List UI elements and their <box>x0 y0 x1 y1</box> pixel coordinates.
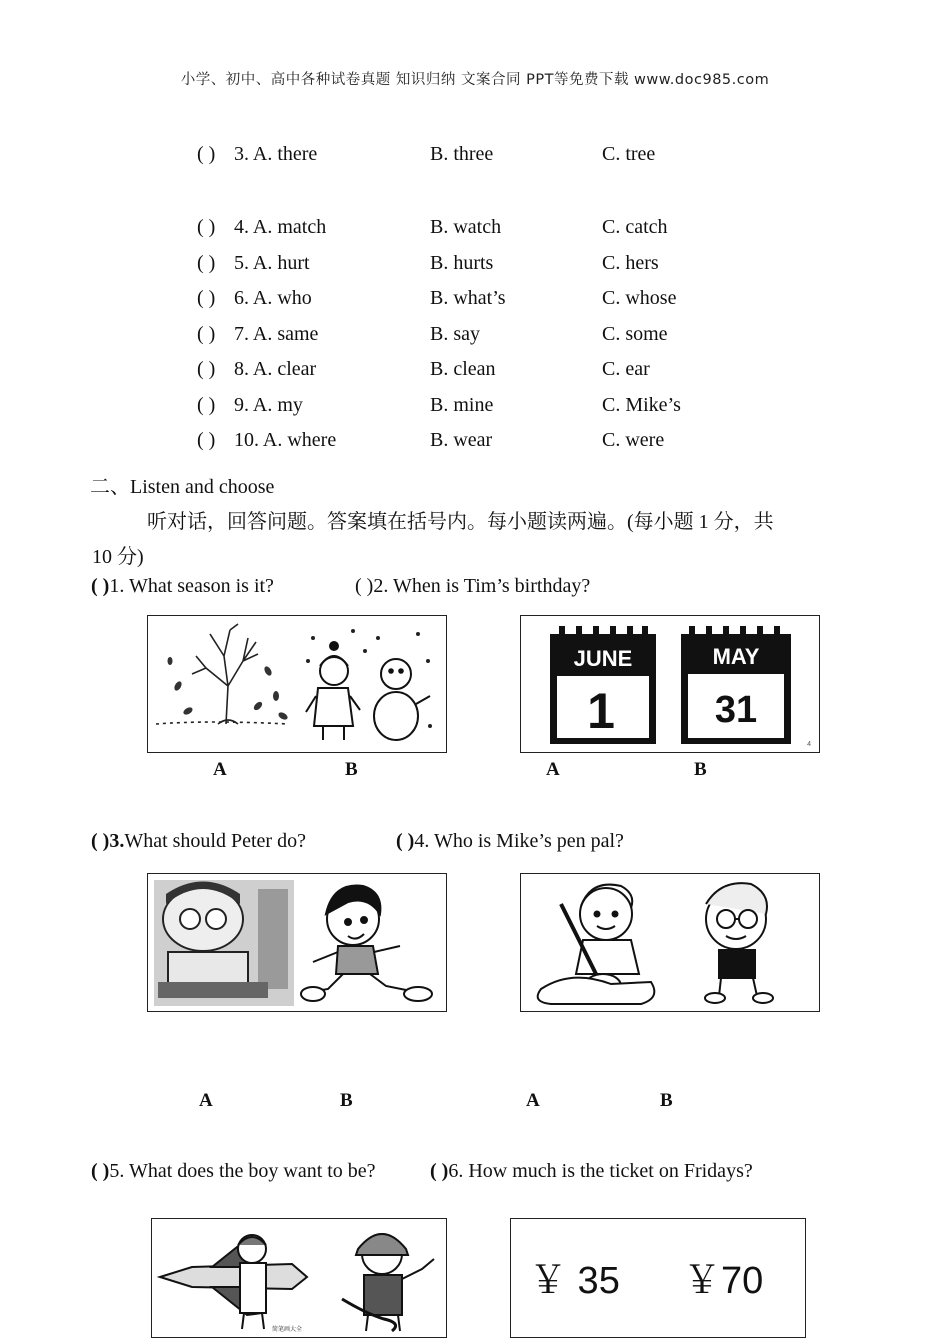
question-text: 5. What does the boy want to be? <box>109 1160 376 1182</box>
option-c: C. some <box>602 323 668 345</box>
answer-paren[interactable]: ( ) <box>91 575 110 597</box>
question-text: 1. What season is it? <box>109 575 274 597</box>
option-a: 7. A. same <box>234 323 319 345</box>
calendar-right-month: MAY <box>712 644 760 669</box>
boy-with-guitar-icon <box>538 885 655 1004</box>
ticket-price-image <box>510 1218 806 1338</box>
answer-paren[interactable]: ( ) <box>197 323 216 345</box>
price-a: ￥ 35 <box>529 1260 620 1302</box>
option-a: 4. A. match <box>234 216 327 238</box>
winter-kid-icon <box>306 642 360 740</box>
option-a: 9. A. my <box>234 394 303 416</box>
option-b: B. what’s <box>430 287 506 309</box>
label-a: A <box>199 1090 213 1111</box>
option-b: B. three <box>430 143 494 165</box>
option-b: B. mine <box>430 394 494 416</box>
option-c: C. catch <box>602 216 668 238</box>
instruction-line2: 10 分) <box>92 546 144 568</box>
label-a: A <box>526 1090 540 1111</box>
firefighter-icon <box>342 1234 434 1331</box>
option-c: C. ear <box>602 358 650 380</box>
answer-paren[interactable]: ( ) <box>197 287 216 309</box>
answer-paren[interactable]: ( ) <box>197 216 216 238</box>
calendar-image <box>520 615 820 753</box>
answer-paren[interactable]: ( ) <box>91 1160 110 1182</box>
question-row <box>0 216 950 242</box>
question-text: 4. Who is Mike’s pen pal? <box>414 830 624 852</box>
question-text: 6. How much is the ticket on Fridays? <box>448 1160 753 1182</box>
label-b: B <box>340 1090 353 1111</box>
question-row <box>0 394 950 420</box>
calendar-right-day: 31 <box>714 689 758 731</box>
question-row <box>0 143 950 169</box>
answer-paren[interactable]: ( ) <box>430 1160 449 1182</box>
label-b: B <box>694 759 707 780</box>
calendar-may-icon <box>681 626 791 744</box>
question-number: 3. <box>109 830 125 852</box>
running-boy-icon <box>301 886 432 1001</box>
answer-paren[interactable]: ( ) <box>197 143 216 165</box>
option-c: C. tree <box>602 143 656 165</box>
label-b: B <box>660 1090 673 1111</box>
boy-with-glasses-icon <box>705 883 773 1003</box>
section-title: 二、Listen and choose <box>90 476 275 498</box>
option-c: C. Mike’s <box>602 394 681 416</box>
sitting-boy-tv-icon <box>154 880 294 1006</box>
answer-paren[interactable]: ( ) <box>197 394 216 416</box>
price-b: ￥70 <box>683 1260 764 1302</box>
answer-paren[interactable]: ( ) <box>355 575 374 597</box>
calendar-left-month: JUNE <box>573 646 633 671</box>
jobs-illustration <box>152 1219 445 1336</box>
question-text: 2. When is Tim’s birthday? <box>373 575 591 597</box>
answer-paren[interactable]: ( ) <box>396 830 415 852</box>
answer-paren[interactable]: ( ) <box>197 429 216 451</box>
option-c: C. whose <box>602 287 677 309</box>
instruction-line1: 听对话，回答问题。答案填在括号内。每小题读两遍。(每小题 1 分，共 <box>147 511 774 533</box>
penpal-illustration <box>521 874 818 1010</box>
label-a: A <box>546 759 560 780</box>
jobs-image <box>151 1218 447 1338</box>
option-a: 3. A. there <box>234 143 318 165</box>
page-header: 小学、初中、高中各种试卷真题 知识归纳 文案合同 PPT等免费下载 www.doc985.com <box>180 72 770 88</box>
question-row <box>0 358 950 384</box>
season-image <box>147 615 447 753</box>
option-a: 8. A. clear <box>234 358 317 380</box>
label-b: B <box>345 759 358 780</box>
peter-image <box>147 873 447 1012</box>
option-c: C. were <box>602 429 665 451</box>
image-caption: 简笔画大全 <box>272 1326 303 1333</box>
option-b: B. hurts <box>430 252 494 274</box>
penpal-image <box>520 873 820 1012</box>
question-text: What should Peter do? <box>124 830 306 852</box>
option-a: 10. A. where <box>234 429 337 451</box>
calendar-corner-mark: 4 <box>807 741 811 748</box>
question-row <box>0 429 950 455</box>
answer-paren[interactable]: ( ) <box>197 358 216 380</box>
answer-paren[interactable]: ( ) <box>91 830 110 852</box>
option-a: 6. A. who <box>234 287 312 309</box>
option-c: C. hers <box>602 252 659 274</box>
answer-paren[interactable]: ( ) <box>197 252 216 274</box>
option-b: B. watch <box>430 216 502 238</box>
label-a: A <box>213 759 227 780</box>
pilot-jet-icon <box>160 1235 307 1329</box>
question-row <box>0 287 950 313</box>
calendar-june-icon <box>550 626 656 744</box>
calendar-left-day: 1 <box>587 683 615 739</box>
question-row <box>0 323 950 349</box>
peter-illustration <box>148 874 445 1010</box>
option-b: B. say <box>430 323 480 345</box>
option-a: 5. A. hurt <box>234 252 310 274</box>
option-b: B. wear <box>430 429 493 451</box>
option-b: B. clean <box>430 358 496 380</box>
calendar-illustration <box>521 616 818 751</box>
question-row <box>0 252 950 278</box>
season-illustration <box>148 616 445 751</box>
snowman-icon <box>374 659 430 740</box>
